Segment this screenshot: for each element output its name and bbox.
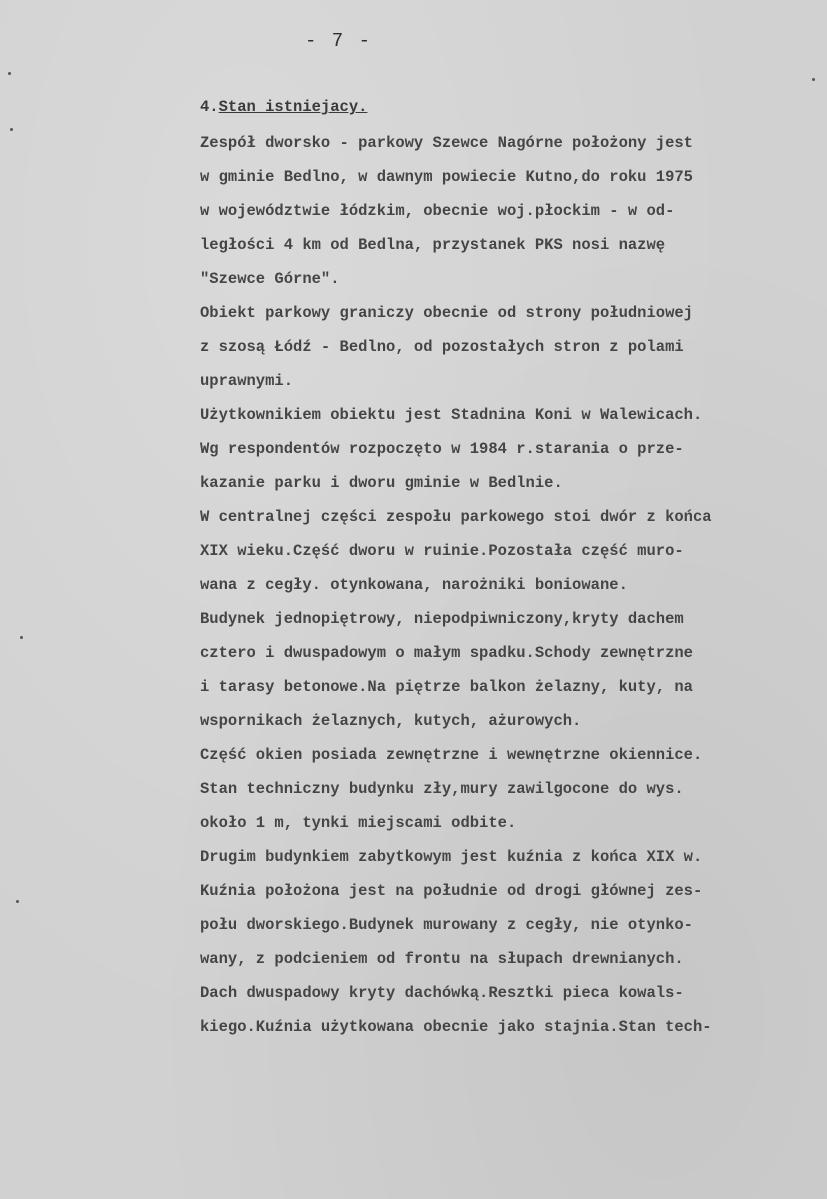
text-line: i tarasy betonowe.Na piętrze balkon żelazny, kuty, na — [200, 678, 693, 696]
text-line: Zespół dworsko - parkowy Szewce Nagórne położony jest — [200, 134, 693, 152]
text-line: Użytkownikiem obiektu jest Stadnina Koni w Walewicach. — [200, 406, 703, 424]
text-line: XIX wieku.Część dworu w ruinie.Pozostała część muro- — [200, 542, 684, 560]
text-line: wspornikach żelaznych, kutych, ażurowych. — [200, 712, 582, 730]
section-heading — [200, 98, 367, 116]
page-number: - 7 - — [305, 30, 373, 52]
text-line: W centralnej części zespołu parkowego stoi dwór z końca — [200, 508, 712, 526]
text-line: Stan techniczny budynku zły,mury zawilgocone do wys. — [200, 780, 684, 798]
text-line: Budynek jednopiętrowy, niepodpiwniczony,kryty dachem — [200, 610, 684, 628]
text-line: "Szewce Górne". — [200, 270, 340, 288]
text-line: Dach dwuspadowy kryty dachówką.Resztki pieca kowals- — [200, 984, 684, 1002]
text-line: Kuźnia położona jest na południe od drogi głównej zes- — [200, 882, 703, 900]
section-title: Stan istniejacy. — [218, 98, 368, 116]
paper-speck — [16, 900, 19, 903]
text-line: cztero i dwuspadowym o małym spadku.Schody zewnętrzne — [200, 644, 693, 662]
text-line: Obiekt parkowy graniczy obecnie od strony południowej — [200, 304, 693, 322]
text-line: połu dworskiego.Budynek murowany z cegły, nie otynko- — [200, 916, 693, 934]
text-line: Drugim budynkiem zabytkowym jest kuźnia z końca XIX w. — [200, 848, 703, 866]
text-line: z szosą Łódź - Bedlno, od pozostałych stron z polami — [200, 338, 684, 356]
text-line: wany, z podcieniem od frontu na słupach drewnianych. — [200, 950, 684, 968]
text-line: w gminie Bedlno, w dawnym powiecie Kutno,do roku 1975 — [200, 168, 693, 186]
paper-speck — [8, 72, 11, 75]
text-line: uprawnymi. — [200, 372, 294, 390]
paper-speck — [812, 78, 815, 81]
section-number: 4. — [200, 98, 219, 116]
paper-speck — [20, 636, 23, 639]
text-line: kazanie parku i dworu gminie w Bedlnie. — [200, 474, 563, 492]
text-line: kiego.Kuźnia użytkowana obecnie jako stajnia.Stan tech- — [200, 1018, 712, 1036]
text-line: wana z cegły. otynkowana, narożniki boniowane. — [200, 576, 628, 594]
text-line: ległości 4 km od Bedlna, przystanek PKS nosi nazwę — [200, 236, 666, 254]
text-line: w województwie łódzkim, obecnie woj.płockim - w od- — [200, 202, 675, 220]
text-line: Wg respondentów rozpoczęto w 1984 r.starania o prze- — [200, 440, 684, 458]
paper-speck — [10, 128, 13, 131]
text-line: około 1 m, tynki miejscami odbite. — [200, 814, 517, 832]
text-line: Część okien posiada zewnętrzne i wewnętrzne okiennice. — [200, 746, 703, 764]
